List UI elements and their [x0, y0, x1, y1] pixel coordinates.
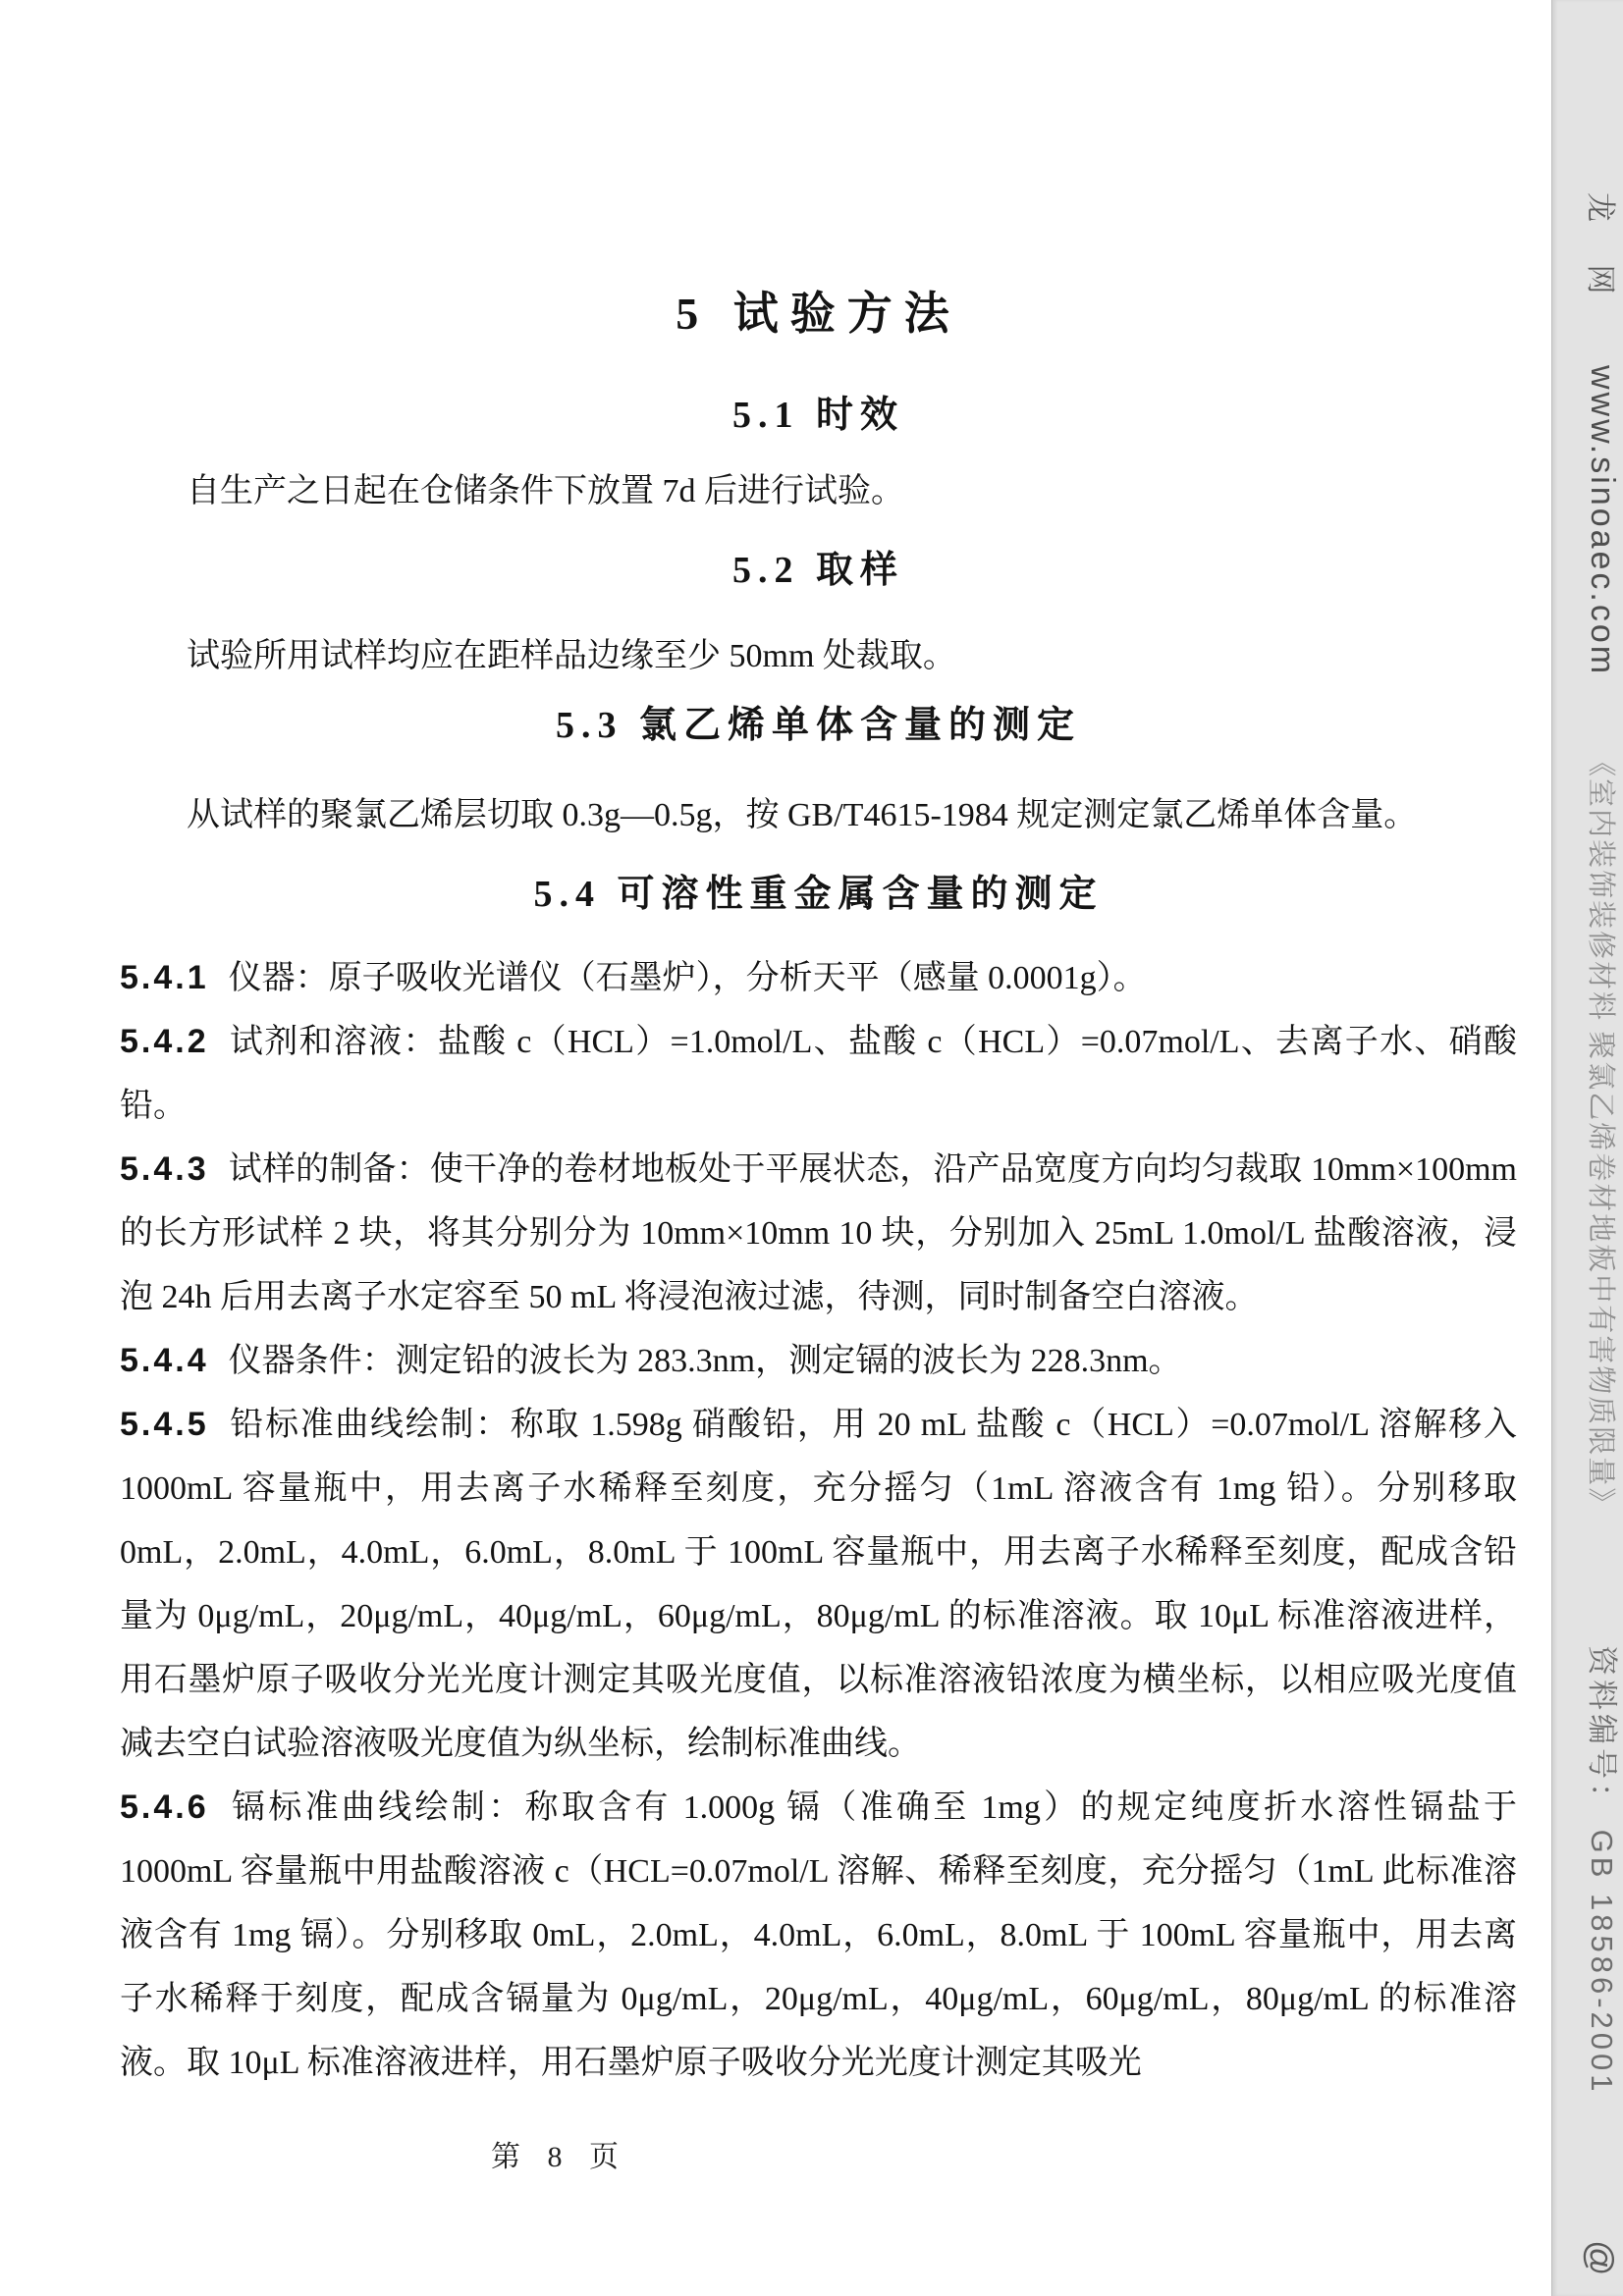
clause-5-4-1: [120, 946, 1517, 1010]
clause-number: 5.4.2: [120, 1023, 209, 1060]
clause-5-4-6: [120, 1776, 1517, 2095]
paragraph-5-2: 试验所用试样均应在距样品边缘至少 50mm 处裁取。: [187, 638, 956, 674]
section-heading-5-4: 5.4 可溶性重金属含量的测定: [533, 874, 1104, 915]
clause-number: 5.4.3: [120, 1150, 209, 1188]
page-number: 第 8 页: [491, 2141, 628, 2173]
clause-text: 铅标准曲线绘制：称取 1.598g 硝酸铅，用 20 mL 盐酸 c（HCL）=0.07mol/L 溶解移入 1000mL 容量瓶中，用去离子水稀释至刻度，充分摇匀（1mL 溶液含有 1mg 铅）。分别移取 0mL，2.0mL，4.0mL，6.0mL，8.0mL 于 100mL 容量瓶中，用去离子水稀释至刻度，配成含铅量为 0μg/mL，20μg/mL，40μg/mL，60μg/mL，80μg/mL 的标准溶液。取 10μL 标准溶液进样，用石墨炉原子吸收分光光度计测定其吸光度值，以标准溶液铅浓度为横坐标，以相应吸光度值减去空白试验溶液吸光度值为纵坐标，绘制标准曲线。: [120, 1407, 1517, 1762]
section-heading-5-1: 5.1 时效: [731, 395, 904, 436]
clause-5-4-4: [120, 1329, 1517, 1393]
paragraph-5-1: 自生产之日起在仓储条件下放置 7d 后进行试验。: [187, 473, 904, 509]
clause-number: 5.4.5: [120, 1406, 209, 1443]
clause-text: 仪器条件：测定铅的波长为 283.3nm，测定镉的波长为 228.3nm。: [228, 1343, 1182, 1379]
page-title: 5 试验方法: [676, 289, 961, 339]
clause-text: 镉标准曲线绘制：称取含有 1.000g 镉（准确至 1mg）的规定纯度折水溶性镉盐于 1000mL 容量瓶中用盐酸溶液 c（HCL=0.07mol/L 溶解、稀释至刻度，充分摇匀（1mL 此标准溶液含有 1mg 镉）。分别移取 0mL，2.0mL，4.0mL，6.0mL，8.0mL 于 100mL 容量瓶中，用去离子水稀释于刻度，配成含镉量为 0μg/mL，20μg/mL，40μg/mL，60μg/mL，80μg/mL 的标准溶液。取 10μL 标准溶液进样，用石墨炉原子吸收分光光度计测定其吸光: [120, 1789, 1517, 2081]
sidebar-at-sign: @: [1581, 2240, 1621, 2276]
clause-5-4-2: [120, 1010, 1517, 1138]
clause-text: 试样的制备：使干净的卷材地板处于平展状态，沿产品宽度方向均匀裁取 10mm×100mm 的长方形试样 2 块，将其分别分为 10mm×10mm 10 块，分别加入 25mL 1.0mol/L 盐酸溶液，浸泡 24h 后用去离子水定容至 50 mL 将浸泡液过滤，待测，同时制备空白溶液。: [120, 1151, 1517, 1315]
clause-text: 试剂和溶液：盐酸 c（HCL）=1.0mol/L、盐酸 c（HCL）=0.07mol/L、去离子水、硝酸铅。: [120, 1024, 1517, 1124]
section-heading-5-3: 5.3 氯乙烯单体含量的测定: [555, 705, 1081, 746]
clause-text: 仪器：原子吸收光谱仪（石墨炉），分析天平（感量 0.0001g）。: [228, 960, 1147, 996]
paragraph-5-3: 从试样的聚氯乙烯层切取 0.3g—0.5g，按 GB/T4615-1984 规定测定氯乙烯单体含量。: [187, 797, 1418, 833]
clause-5-4-5: [120, 1393, 1517, 1776]
clause-number: 5.4.4: [120, 1342, 209, 1379]
clause-number: 5.4.1: [120, 959, 209, 996]
document-body: [120, 0, 1517, 2095]
sidebar-document-number: 资料编号： GB 18586-2001: [1585, 1645, 1619, 2096]
sidebar-brand-text: 龙 网: [1584, 192, 1616, 312]
sidebar-website-text: www.sinoaec.com: [1584, 365, 1621, 677]
section-heading-5-2: 5.2 取样: [731, 550, 904, 591]
clause-5-4-3: [120, 1138, 1517, 1329]
clause-number: 5.4.6: [120, 1789, 209, 1826]
sidebar-document-title: 《室内装饰装修材料 聚氯乙烯卷材地板中有害物质限量》: [1585, 748, 1616, 1519]
